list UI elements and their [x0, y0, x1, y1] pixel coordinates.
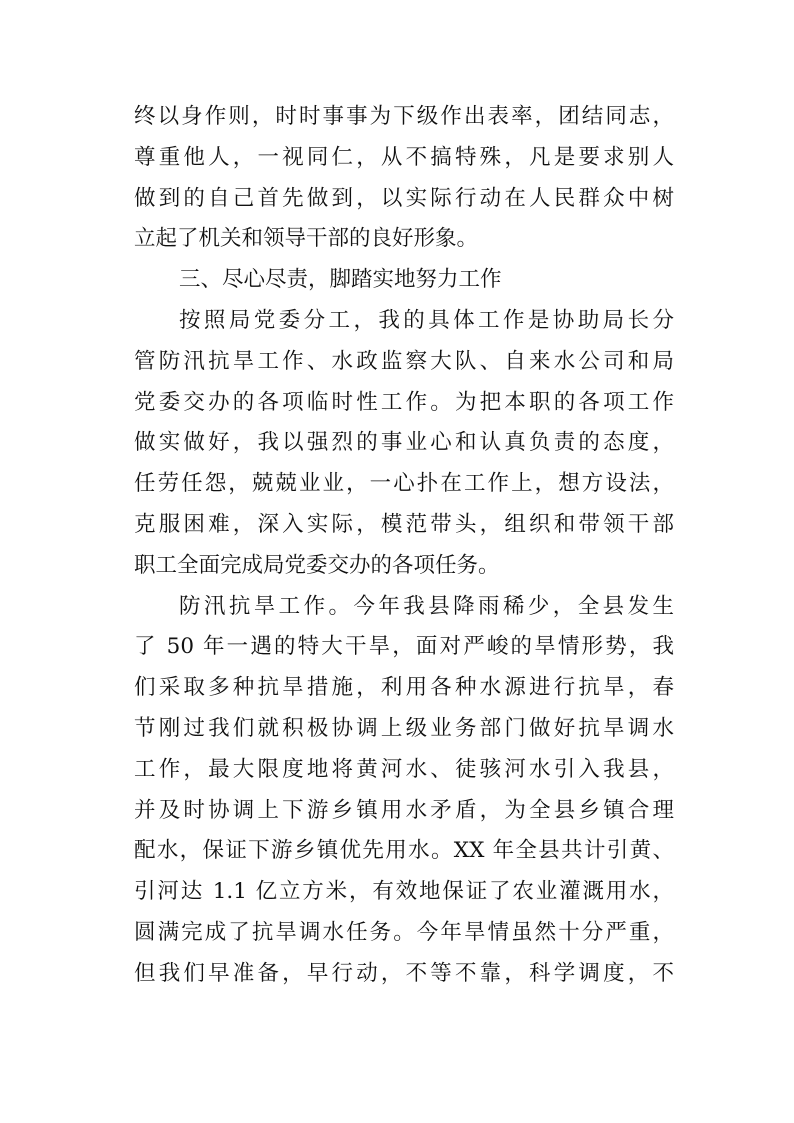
- paragraph-line: 做到的自己首先做到，以实际行动在人民群众中树: [134, 185, 674, 211]
- paragraph-line: 做实做好，我以强烈的事业心和认真负责的态度，: [134, 430, 674, 456]
- paragraph-line: 克服困难，深入实际，模范带头，组织和带领干部: [134, 511, 674, 537]
- paragraph-line: 工作，最大限度地将黄河水、徒骇河水引入我县，: [134, 756, 674, 782]
- document-page: [134, 97, 674, 995]
- paragraph-line: 并及时协调上下游乡镇用水矛盾，为全县乡镇合理: [134, 797, 674, 823]
- paragraph-line: 防汛抗旱工作。今年我县降雨稀少，全县发生: [179, 593, 674, 619]
- paragraph-line: 节刚过我们就积极协调上级业务部门做好抗旱调水: [134, 715, 674, 741]
- paragraph-line: 尊重他人，一视同仁，从不搞特殊，凡是要求别人: [134, 144, 674, 170]
- paragraph-line: 立起了机关和领导干部的良好形象。: [134, 226, 479, 252]
- paragraph-line: 职工全面完成局党委交办的各项任务。: [134, 552, 500, 578]
- paragraph-line: 终以身作则，时时事事为下级作出表率，团结同志，: [134, 104, 674, 129]
- paragraph-line: 配水，保证下游乡镇优先用水。XX 年全县共计引黄、: [134, 838, 674, 864]
- paragraph-line: 圆满完成了抗旱调水任务。今年旱情虽然十分严重，: [134, 919, 674, 945]
- paragraph-line: 引河达 1.1 亿立方米，有效地保证了农业灌溉用水，: [134, 879, 674, 905]
- paragraph-line: 但我们早准备，早行动，不等不靠，科学调度，不: [134, 960, 674, 986]
- paragraph-line: 们采取多种抗旱措施，利用各种水源进行抗旱，春: [134, 675, 674, 701]
- section-heading: 三、尽心尽责，脚踏实地努力工作: [179, 267, 502, 293]
- paragraph-line: 任劳任怨，兢兢业业，一心扑在工作上，想方设法，: [134, 471, 674, 497]
- paragraph-line: 按照局党委分工，我的具体工作是协助局长分: [179, 307, 674, 333]
- paragraph-line: 党委交办的各项临时性工作。为把本职的各项工作: [134, 389, 674, 415]
- paragraph-line: 管防汛抗旱工作、水政监察大队、自来水公司和局: [134, 348, 674, 374]
- paragraph-line: 了 50 年一遇的特大干旱，面对严峻的旱情形势，我: [134, 634, 674, 660]
